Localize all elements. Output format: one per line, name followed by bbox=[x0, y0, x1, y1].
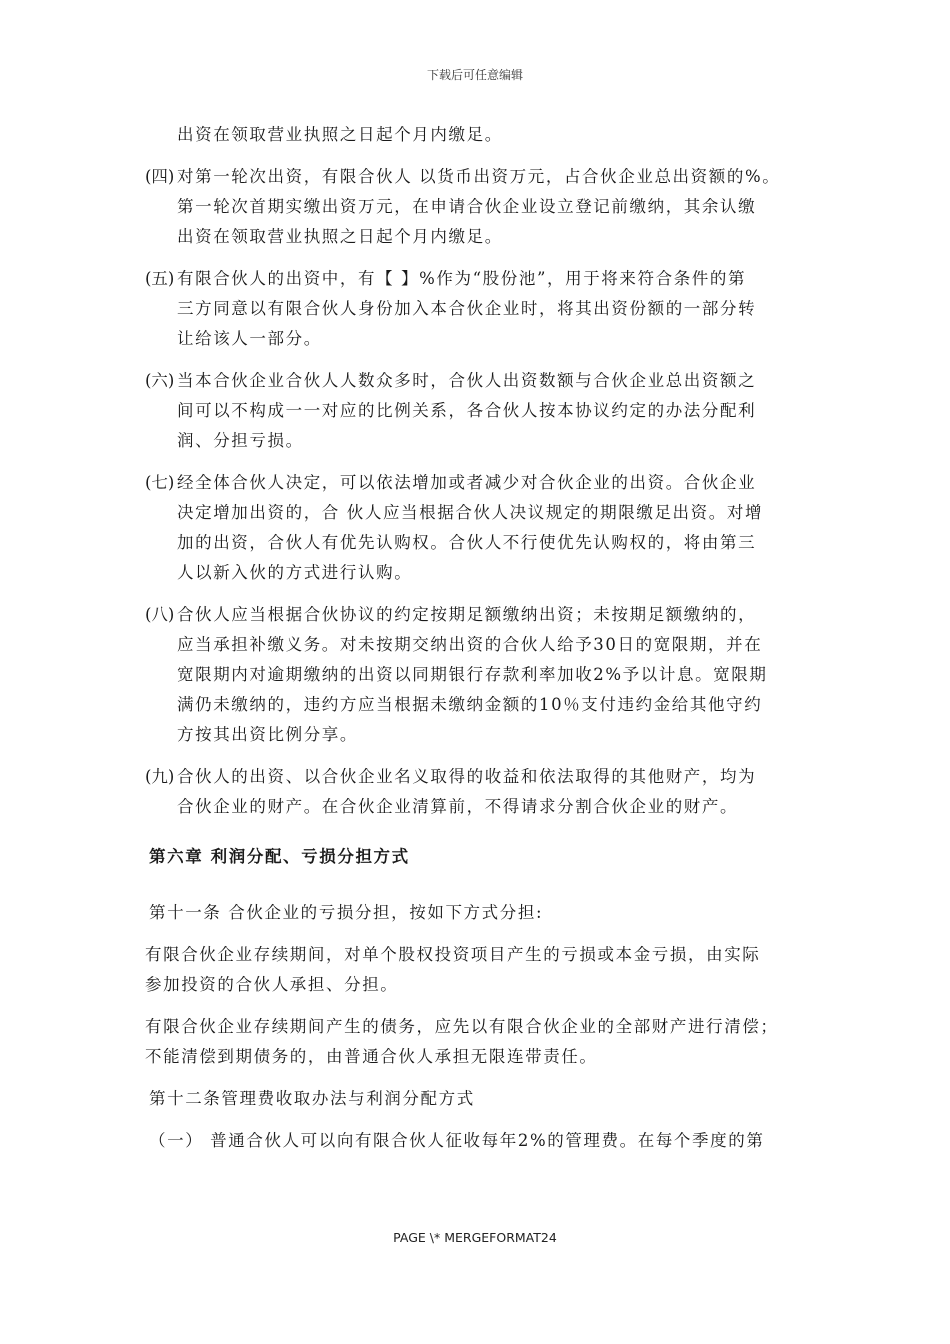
body-paragraph bbox=[145, 940, 810, 1000]
text-line: 第一轮次首期实缴出资万元，在申请合伙企业设立登记前缴纳，其余认缴 bbox=[177, 197, 757, 216]
page-header: 下载后可任意编辑 bbox=[426, 68, 523, 82]
text-line: 加的出资，合伙人有优先认购权。合伙人不行使优先认购权的，将由第三 bbox=[177, 533, 757, 552]
clause-item bbox=[145, 366, 810, 456]
body-paragraph bbox=[145, 1012, 810, 1072]
text-line: 三方同意以有限合伙人身份加入本合伙企业时，将其出资份额的一部分转 bbox=[177, 299, 757, 318]
text-line: 合伙企业的财产。在合伙企业清算前，不得请求分割合伙企业的财产。 bbox=[177, 797, 739, 816]
text-line: 让给该人一部分。 bbox=[177, 329, 322, 348]
clause-list bbox=[145, 162, 810, 822]
text-line: 对第一轮次出资，有限合伙人 以货币出资万元，占合伙企业总出资额的%。 bbox=[177, 167, 781, 186]
clause-item bbox=[145, 600, 810, 750]
chapter-heading: 第六章 利润分配、亏损分担方式 bbox=[149, 847, 410, 866]
sub-item-one: （一） 普通合伙人可以向有限合伙人征收每年2%的管理费。在每个季度的第 bbox=[149, 1131, 765, 1150]
text-line: 合伙人的出资、以合伙企业名义取得的收益和依法取得的其他财产，均为 bbox=[177, 767, 757, 786]
text-line: 宽限期内对逾期缴纳的出资以同期银行存款利率加收2%予以计息。宽限期 bbox=[177, 665, 768, 684]
text-line: 间可以不构成一一对应的比例关系，各合伙人按本协议约定的办法分配利 bbox=[177, 401, 757, 420]
text-line: 经全体合伙人决定，可以依法增加或者减少对合伙企业的出资。合伙企业 bbox=[177, 473, 757, 492]
clause-item bbox=[145, 468, 810, 588]
continued-paragraph bbox=[145, 120, 810, 150]
text-line: 不能清偿到期债务的，由普通合伙人承担无限连带责任。 bbox=[145, 1047, 598, 1066]
text-line: 人以新入伙的方式进行认购。 bbox=[177, 563, 413, 582]
clause-number: (八) bbox=[145, 605, 175, 624]
text-line: 有限合伙企业存续期间产生的债务，应先以有限合伙企业的全部财产进行清偿； bbox=[145, 1017, 779, 1036]
text-line: 有限合伙人的出资中，有【 】%作为“股份池”，用于将来符合条件的第 bbox=[177, 269, 747, 288]
text-line: 出资在领取营业执照之日起个月内缴足。 bbox=[177, 125, 503, 144]
text-line: 当本合伙企业合伙人人数众多时，合伙人出资数额与合伙企业总出资额之 bbox=[177, 371, 757, 390]
text-line: 应当承担补缴义务。对未按期交纳出资的合伙人给予30日的宽限期，并在 bbox=[177, 635, 763, 654]
text-line: 决定增加出资的，合 伙人应当根据合伙人决议规定的期限缴足出资。对增 bbox=[177, 503, 764, 522]
article-eleven: 第十一条 合伙企业的亏损分担，按如下方式分担: bbox=[149, 903, 544, 922]
text-line: 合伙人应当根据合伙协议的约定按期足额缴纳出资；未按期足额缴纳的， bbox=[177, 605, 757, 624]
text-line: 满仍未缴纳的，违约方应当根据未缴纳金额的10％支付违约金给其他守约 bbox=[177, 695, 763, 714]
clause-number: (五) bbox=[145, 269, 175, 288]
clause-number: (六) bbox=[145, 371, 175, 390]
clause-number: (九) bbox=[145, 767, 175, 786]
document-body bbox=[145, 120, 810, 1156]
paragraph-list bbox=[145, 940, 810, 1072]
text-line: 方按其出资比例分享。 bbox=[177, 725, 358, 744]
text-line: 出资在领取营业执照之日起个月内缴足。 bbox=[177, 227, 503, 246]
clause-number: (七) bbox=[145, 473, 175, 492]
article-twelve: 第十二条管理费收取办法与利润分配方式 bbox=[149, 1089, 475, 1108]
page-footer: PAGE \* MERGEFORMAT24 bbox=[393, 1230, 557, 1245]
clause-item bbox=[145, 264, 810, 354]
text-line: 有限合伙企业存续期间，对单个股权投资项目产生的亏损或本金亏损，由实际 bbox=[145, 945, 761, 964]
clause-item bbox=[145, 162, 810, 252]
text-line: 润、分担亏损。 bbox=[177, 431, 304, 450]
text-line: 参加投资的合伙人承担、分担。 bbox=[145, 975, 399, 994]
clause-number: (四) bbox=[145, 167, 175, 186]
clause-item bbox=[145, 762, 810, 822]
